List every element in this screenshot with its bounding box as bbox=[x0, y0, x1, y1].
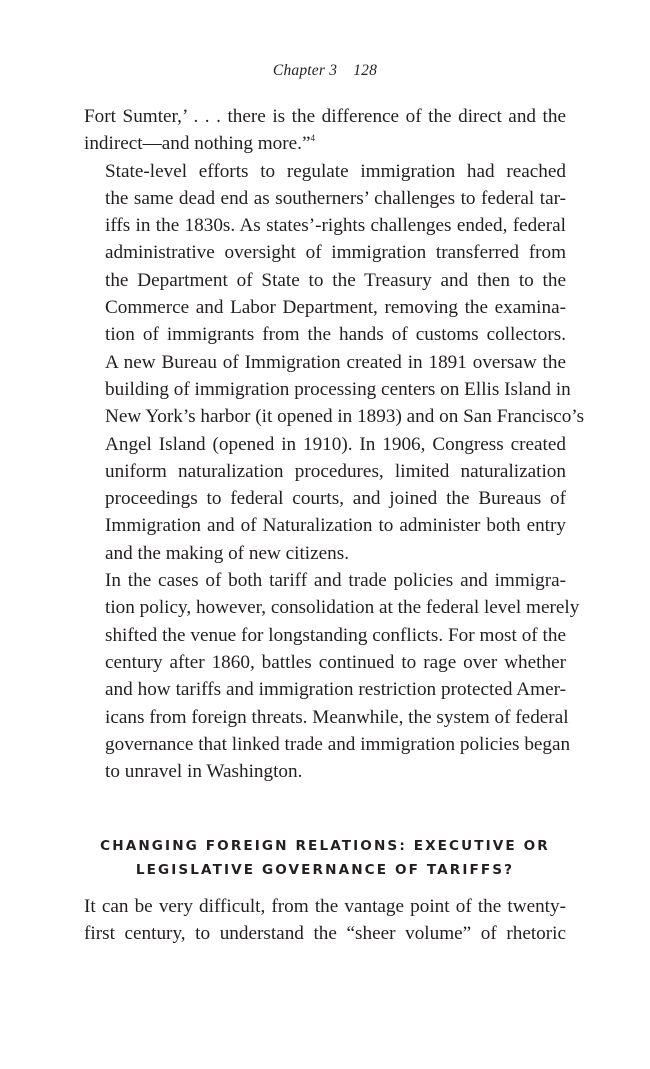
body-text bbox=[84, 103, 585, 785]
text-line: uniform naturalization procedures, limited naturalization bbox=[105, 460, 566, 482]
paragraph-3 bbox=[84, 567, 580, 785]
paragraph-4 bbox=[84, 893, 566, 948]
text-line: tion policy, however, consolidation at the federal level merely bbox=[105, 597, 580, 619]
text-line: Angel Island (opened in 1910). In 1906, Congress created bbox=[105, 433, 566, 455]
running-head-chapter: Chapter 3 bbox=[272, 62, 338, 79]
text-line: It can be very difficult, from the vantage point of the twenty- bbox=[84, 896, 566, 917]
text-line: first century, to understand the “sheer volume” of rhetoric bbox=[84, 923, 566, 945]
text-line: shifted the venue for longstanding conflicts. For most of the bbox=[105, 624, 566, 646]
running-head bbox=[0, 62, 650, 80]
text-line-content: indirect—and nothing more.” bbox=[84, 133, 311, 155]
text-line: the same dead end as southerners’ challenges to federal tar- bbox=[105, 187, 566, 209]
section-heading-line-2: LEGISLATIVE GOVERNANCE OF TARIFFS? bbox=[135, 862, 515, 878]
text-line: to unravel in Washington. bbox=[105, 761, 303, 783]
section-heading-line-1: CHANGING FOREIGN RELATIONS: EXECUTIVE OR bbox=[100, 838, 550, 854]
text-line: icans from foreign threats. Meanwhile, the system of federal bbox=[105, 706, 569, 728]
text-line: proceedings to federal courts, and joined the Bureaus of bbox=[105, 488, 566, 510]
text-line: Immigration and of Naturalization to administer both entry bbox=[105, 515, 566, 537]
section-heading bbox=[84, 834, 566, 882]
text-line: and how tariffs and immigration restriction protected Amer- bbox=[105, 679, 566, 701]
page-number: 128 bbox=[353, 62, 378, 79]
paragraph-2 bbox=[84, 158, 585, 567]
text-line: In the cases of both tariff and trade policies and immigra- bbox=[105, 570, 566, 592]
body-text-continued bbox=[84, 893, 566, 948]
text-line: iffs in the 1830s. As states’-rights challenges ended, federal bbox=[105, 215, 566, 237]
text-line: New York’s harbor (it opened in 1893) and on San Francisco’s bbox=[105, 406, 585, 428]
text-line: Commerce and Labor Department, removing the examina- bbox=[105, 297, 566, 319]
text-line: administrative oversight of immigration transferred from bbox=[105, 242, 566, 264]
text-line: the Department of State to the Treasury and then to the bbox=[105, 269, 566, 291]
text-line: Fort Sumter,’ . . . there is the difference of the direct and the bbox=[84, 106, 566, 127]
text-line: governance that linked trade and immigration policies began bbox=[105, 733, 571, 755]
text-line: and the making of new citizens. bbox=[105, 542, 350, 564]
text-line: tion of immigrants from the hands of customs collectors. bbox=[105, 324, 566, 346]
text-line: A new Bureau of Immigration created in 1891 oversaw the bbox=[105, 351, 566, 373]
text-line: century after 1860, battles continued to rage over whether bbox=[105, 651, 566, 673]
footnote-reference[interactable]: 4 bbox=[310, 133, 315, 144]
text-line bbox=[84, 130, 566, 157]
paragraph-1 bbox=[84, 103, 566, 158]
text-line: building of immigration processing centers on Ellis Island in bbox=[105, 378, 571, 400]
text-line: State-level efforts to regulate immigration had reached bbox=[105, 160, 566, 182]
